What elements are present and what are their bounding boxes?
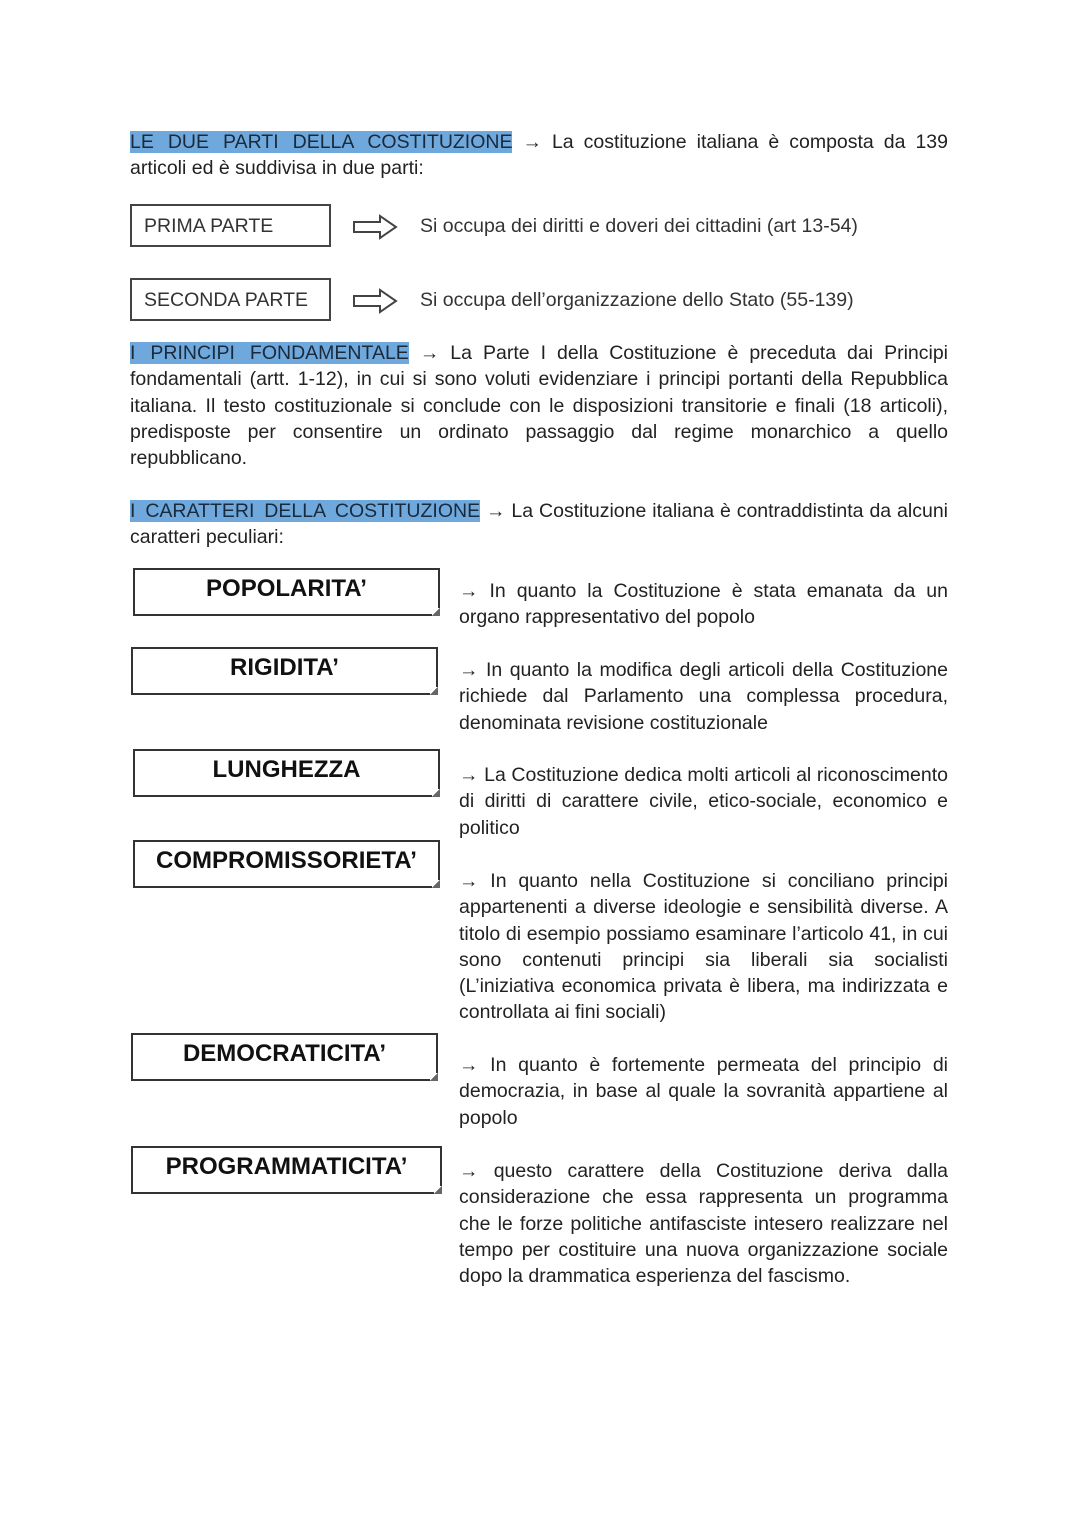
heading-due-parti: LE DUE PARTI DELLA COSTITUZIONE	[130, 131, 513, 153]
box-programmaticita: PROGRAMMATICITA’	[131, 1146, 442, 1194]
box-seconda-parte: SECONDA PARTE	[130, 278, 331, 321]
section-due-parti	[130, 129, 948, 182]
box-prima-parte: PRIMA PARTE	[130, 204, 331, 247]
section-text: → La costituzione italiana è composta da 139 articoli ed è suddivisa in due parti:	[130, 131, 948, 180]
desc-popolarita: → In quanto la Costituzione è stata emanata da un organo rappresentativo del popolo	[459, 580, 948, 629]
box-democraticita: DEMOCRATICITA’	[131, 1033, 438, 1081]
heading-caratteri: I CARATTERI DELLA COSTITUZIONE	[130, 500, 481, 522]
desc-compromissorieta: → In quanto nella Costituzione si conciliano principi appartenenti a diverse ideologie e sensibilità diverse. A titolo di esempio possiamo esaminare l’articolo 41, in cui sono contenuti principi sia liberali sia socialisti (L’iniziativa economica privata è libera, ma indirizzata e controllata ai fini sociali)	[459, 870, 948, 1024]
box-popolarita: POPOLARITA’	[133, 568, 440, 616]
desc-rigidita: → In quanto la modifica degli articoli della Costituzione richiede dal Parlamento una complessa procedura, denominata revisione costituzionale	[459, 659, 948, 734]
section-caratteri	[130, 498, 948, 551]
section-text: → La Parte I della Costituzione è preceduta dai Principi fondamentali (artt. 1-12), in cui si sono voluti evidenziare i principi portanti della Repubblica italiana. Il testo costituzionale si conclude con le disposizioni transitorie e finali (18 articoli), predisposte per consentire un ordinato passaggio dal regime monarchico a quello repubblicano.	[130, 342, 949, 470]
desc-programmaticita: → questo carattere della Costituzione deriva dalla considerazione che essa rappresenta un programma che le forze politiche antifasciste intesero realizzare nel tempo per costituire una nuova organizzazione sociale dopo la drammatica esperienza del fascismo.	[459, 1160, 948, 1288]
box-lunghezza: LUNGHEZZA	[133, 749, 440, 797]
outline-arrow-icon	[352, 288, 398, 314]
heading-principi: I PRINCIPI FONDAMENTALE	[130, 342, 409, 364]
box-compromissorieta: COMPROMISSORIETA’	[133, 840, 440, 888]
box-rigidita: RIGIDITA’	[131, 647, 438, 695]
section-text: → La Costituzione italiana è contraddistinta da alcuni caratteri peculiari:	[130, 500, 948, 549]
seconda-parte-text: Si occupa dell’organizzazione dello Stato (55-139)	[420, 289, 854, 311]
prima-parte-text: Si occupa dei diritti e doveri dei cittadini (art 13-54)	[420, 215, 858, 237]
section-principi	[130, 340, 948, 471]
desc-democraticita: → In quanto è fortemente permeata del principio di democrazia, in base al quale la sovranità appartiene al popolo	[459, 1054, 948, 1129]
outline-arrow-icon	[352, 214, 398, 240]
desc-lunghezza: → La Costituzione dedica molti articoli al riconoscimento di diritti di carattere civile, etico-sociale, economico e politico	[459, 764, 948, 839]
